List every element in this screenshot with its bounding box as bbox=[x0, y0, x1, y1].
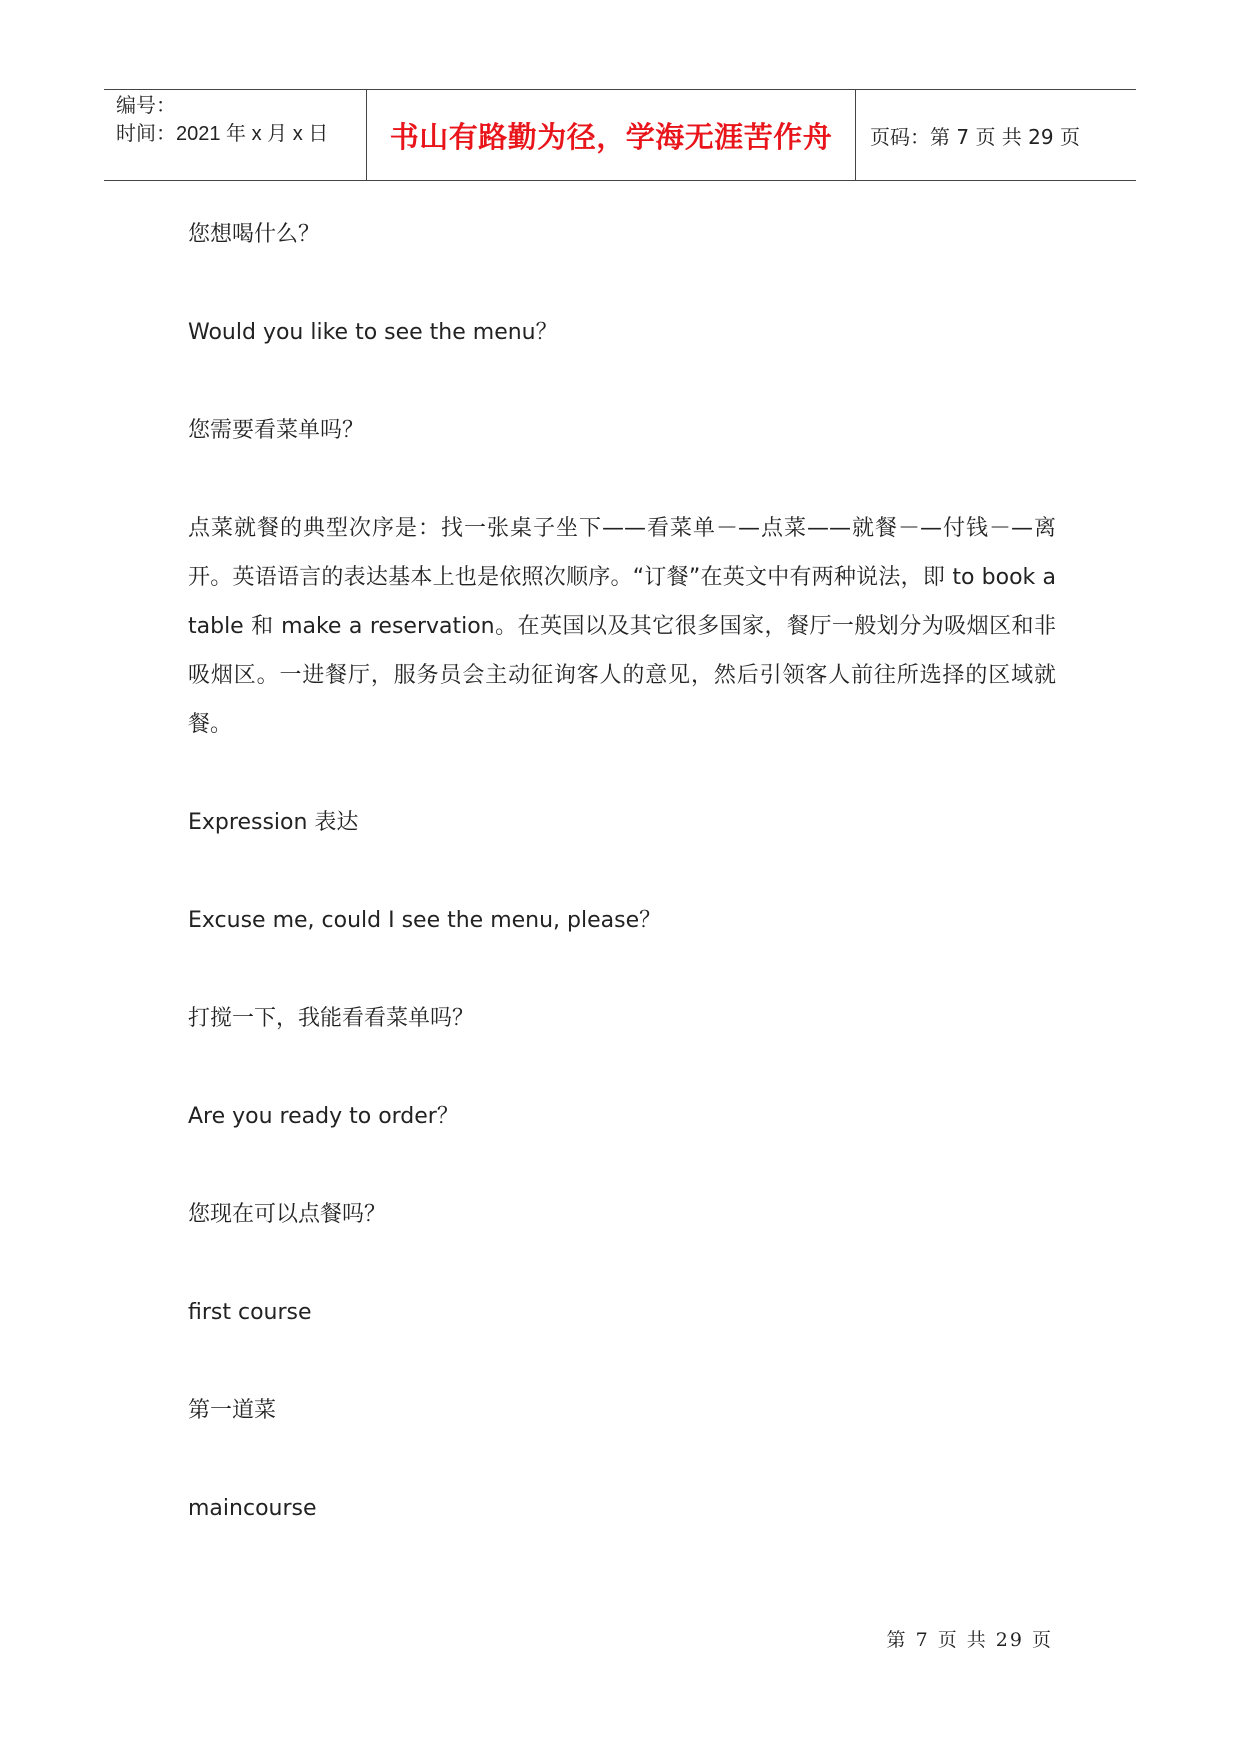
header-page-info: 页码：第 7 页 共 29 页 bbox=[870, 124, 1080, 149]
paragraph: Are you ready to order？ bbox=[188, 1104, 459, 1129]
paragraph: 您想喝什么？ bbox=[188, 222, 321, 247]
page-footer: 第 7 页 共 29 页 bbox=[886, 1629, 1053, 1651]
paragraph: Excuse me, could I see the menu, please？ bbox=[188, 908, 662, 933]
header-time-label: 时间：2021 年 x 月 x 日 bbox=[116, 123, 329, 145]
paragraph: 点菜就餐的典型次序是：找一张桌子坐下——看菜单－—点菜——就餐－—付钱－—离开。英语语言的表达基本上也是依照次顺序。“订餐”在英文中有两种说法，即 to book a table 和 make a reservation。在英国以及其它很多国家，餐厅一般划分为吸烟区和非吸烟区。一进餐厅，服务员会主动征询客人的意见，然后引领客人前往所选择的区域就餐。 bbox=[188, 516, 1056, 737]
header-motto: 书山有路勤为径，学海无涯苦作舟 bbox=[367, 90, 856, 180]
paragraph: 您现在可以点餐吗？ bbox=[188, 1202, 387, 1227]
paragraph: first course bbox=[188, 1300, 312, 1325]
document-body bbox=[188, 210, 1056, 1582]
paragraph: 您需要看菜单吗？ bbox=[188, 418, 365, 443]
paragraph: Would you like to see the menu？ bbox=[188, 320, 558, 345]
page-header bbox=[104, 89, 1136, 181]
paragraph: 打搅一下，我能看看菜单吗？ bbox=[188, 1006, 475, 1031]
paragraph: 第一道菜 bbox=[188, 1398, 277, 1423]
paragraph: maincourse bbox=[188, 1496, 317, 1521]
header-meta bbox=[104, 90, 367, 180]
header-number-label: 编号： bbox=[116, 95, 176, 117]
paragraph: Expression 表达 bbox=[188, 810, 359, 835]
